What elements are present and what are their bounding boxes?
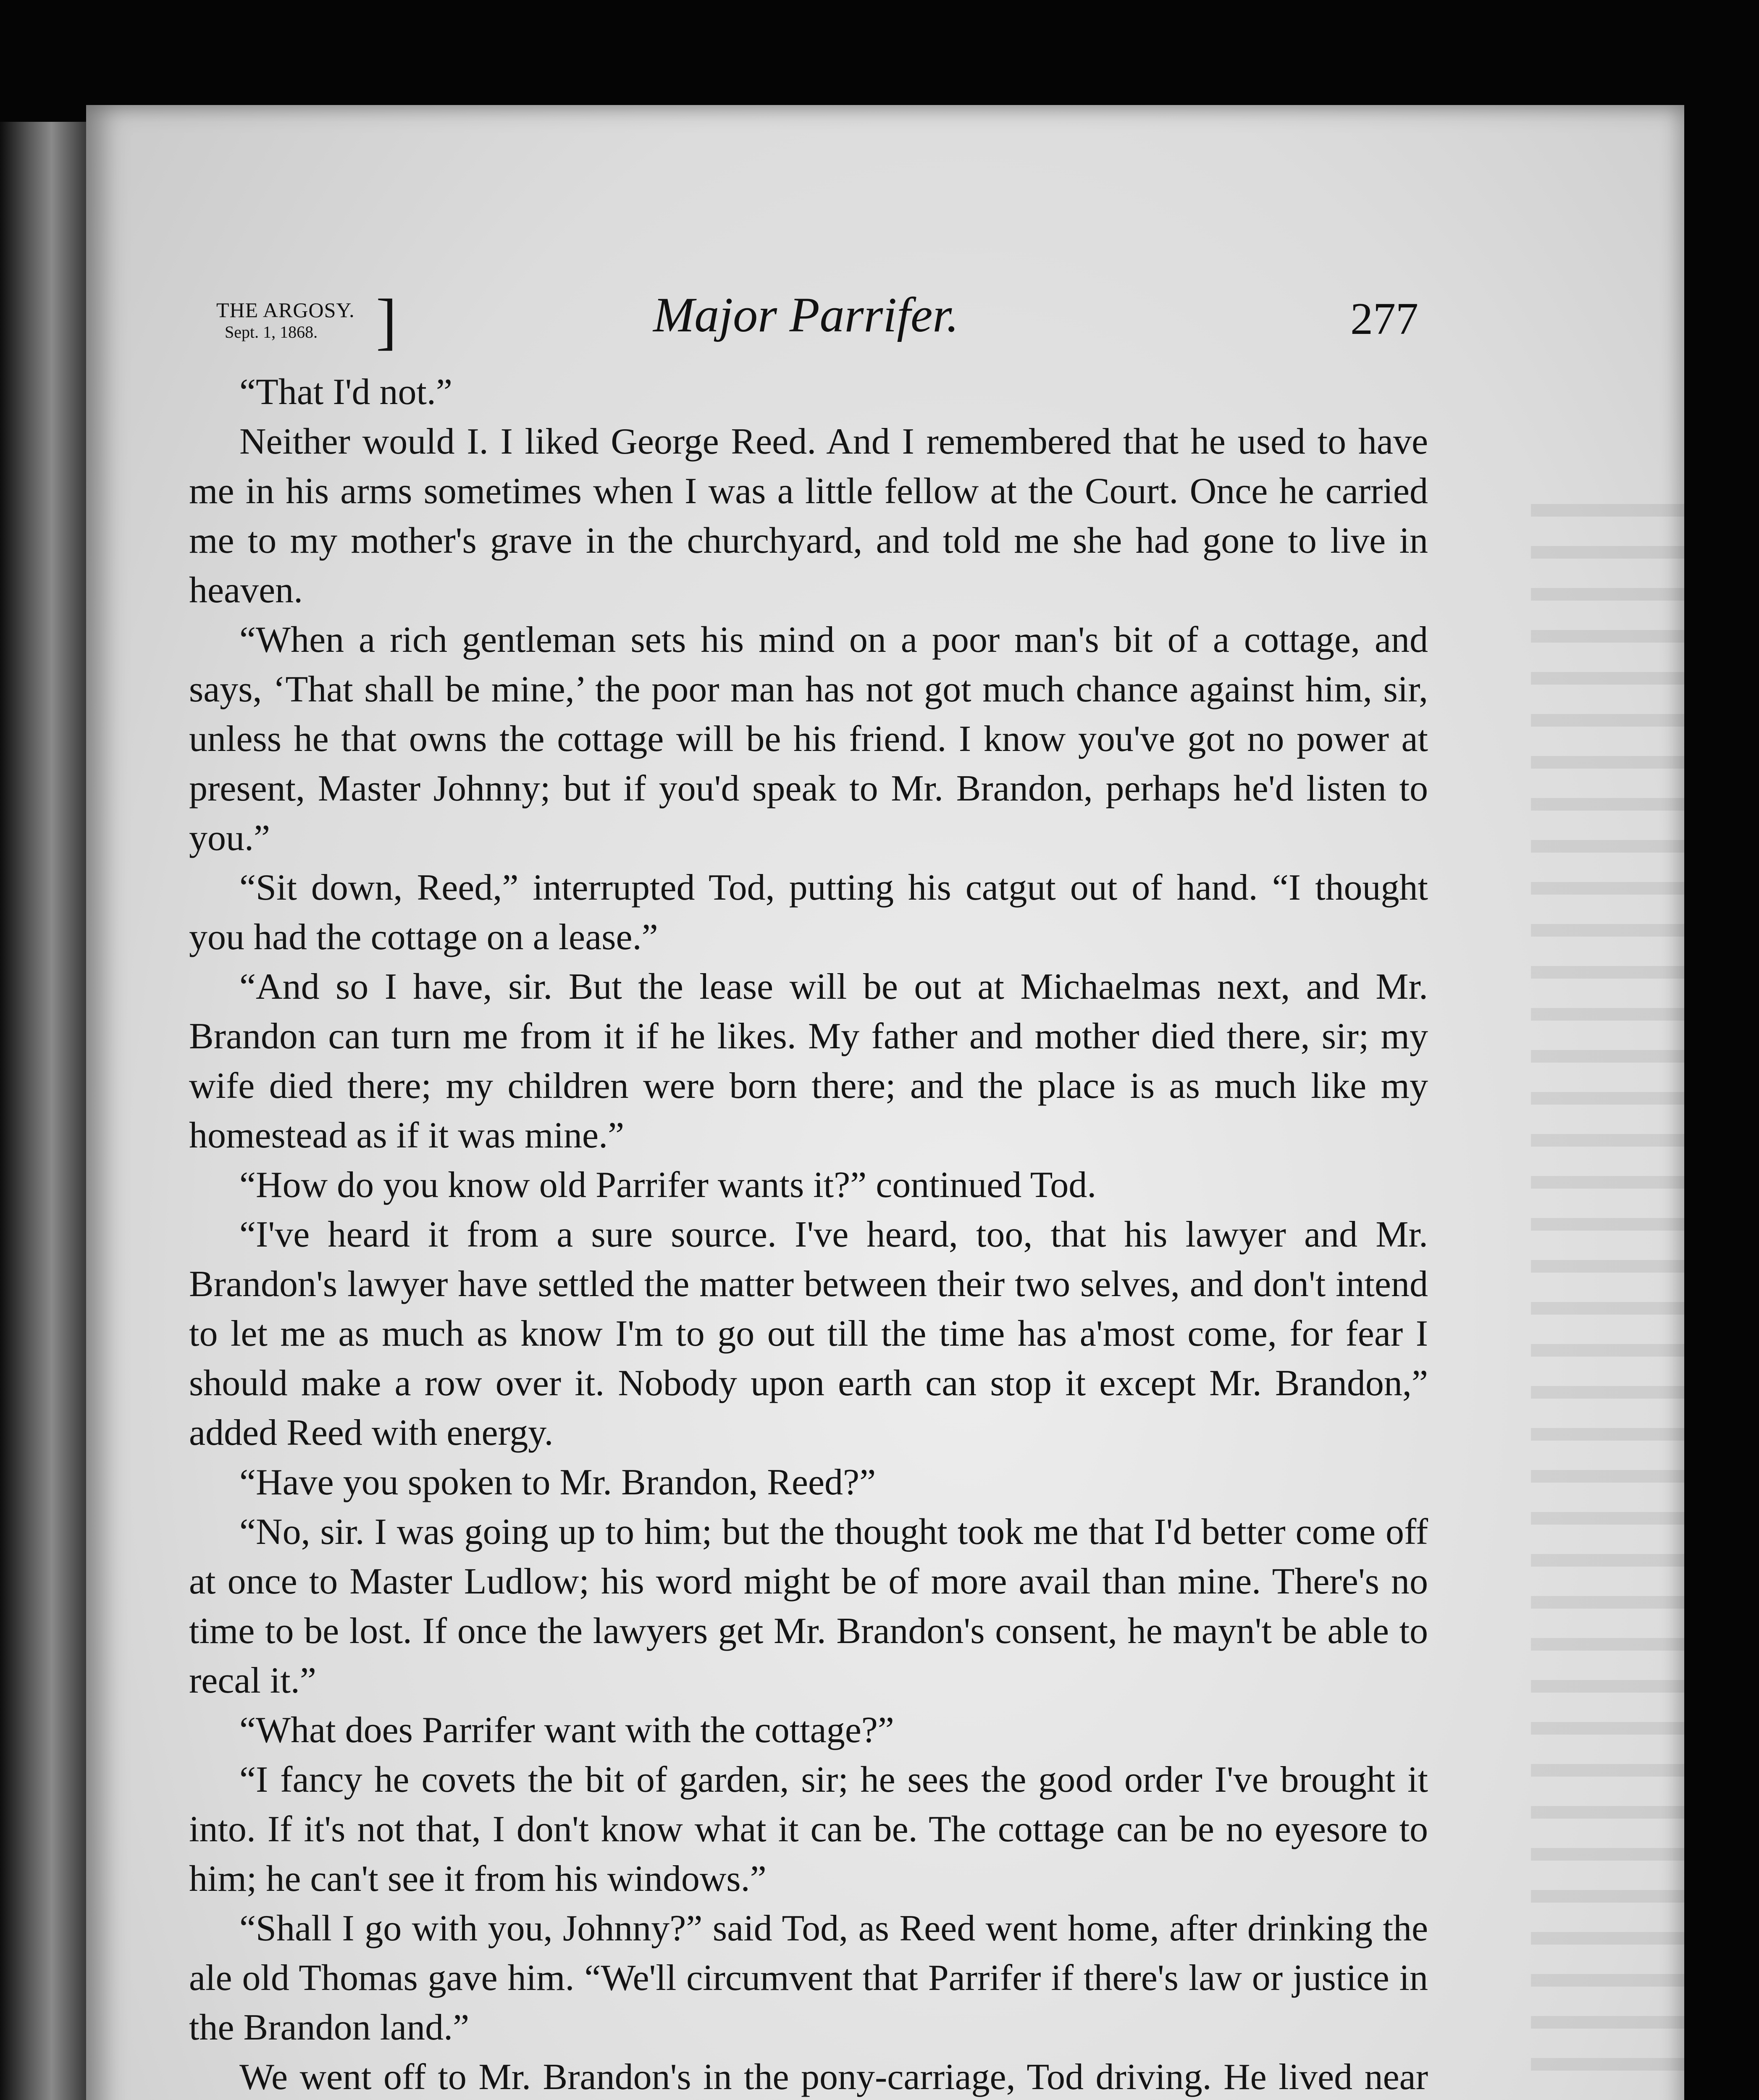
paragraph: “Shall I go with you, Johnny?” said Tod, as Reed went home, after drinking the ale old Thomas gave him. “We'll circumvent that Parrifer if there's law or justice in the Brandon land.” bbox=[189, 1908, 1428, 2048]
paragraph: “How do you know old Parrifer wants it?” continued Tod. bbox=[239, 1165, 1097, 1205]
show-through-text bbox=[1531, 475, 1759, 2100]
paragraph: Neither would I. I liked George Reed. And I remembered that he used to have me in his arms sometimes when I was a little fellow at the Court. Once he carried me to my mother's grave in the churchyard, and told me she had gone to live in heaven. bbox=[189, 421, 1428, 611]
paragraph: “Sit down, Reed,” interrupted Tod, putting his catgut out of hand. “I thought you had the cottage on a lease.” bbox=[189, 867, 1428, 958]
paragraph: “And so I have, sir. But the lease will be out at Michaelmas next, and Mr. Brandon can turn me from it if he likes. My father and mother died there, sir; my wife died there; my children were born there; and the place is as much like my homestead as if it was mine.” bbox=[189, 966, 1428, 1156]
paragraph: “No, sir. I was going up to him; but the thought took me that I'd better come off at once to Master Ludlow; his word might be of more avail than mine. There's no time to be lost. If once the lawyers get Mr. Brandon's consent, he mayn't be able to recal it.” bbox=[189, 1512, 1428, 1701]
body-text bbox=[189, 368, 1428, 2100]
running-title: Major Parrifer. bbox=[653, 287, 959, 342]
magazine-name: THE ARGOSY. bbox=[216, 298, 355, 322]
header-bracket: ] bbox=[376, 286, 397, 356]
paragraph: “I fancy he covets the bit of garden, sir; he sees the good order I've brought it into. If it's not that, I don't know what it can be. The cottage can be no eyesore to him; he can't see it from his windows.” bbox=[189, 1759, 1428, 1899]
page-number: 277 bbox=[1350, 294, 1418, 344]
paragraph: “When a rich gentleman sets his mind on a poor man's bit of a cottage, and says, ‘That shall be mine,’ the poor man has not got much chance against him, sir, unless he that owns the cottage will be his friend. I know you've got no power at present, Master Johnny; but if you'd speak to Mr. Brandon, perhaps he'd listen to you.” bbox=[189, 620, 1428, 858]
book-spine-edge bbox=[0, 122, 86, 2100]
paragraph: We went off to Mr. Brandon's in the pony-carriage, Tod driving. He lived near bbox=[239, 2057, 1428, 2097]
paragraph: “That I'd not.” bbox=[239, 372, 452, 412]
running-header bbox=[216, 286, 1434, 357]
paragraph: “Have you spoken to Mr. Brandon, Reed?” bbox=[239, 1462, 876, 1503]
paragraph: “What does Parrifer want with the cottage?” bbox=[239, 1710, 894, 1751]
issue-date: Sept. 1, 1868. bbox=[225, 323, 318, 341]
paragraph: “I've heard it from a sure source. I've heard, too, that his lawyer and Mr. Brandon's lawyer have settled the matter between their two selves, and don't intend to let me as much as know I'm to go out till the time has a'most come, for fear I should make a row over it. Nobody upon earth can stop it except Mr. Brandon,” added Reed with energy. bbox=[189, 1214, 1428, 1453]
